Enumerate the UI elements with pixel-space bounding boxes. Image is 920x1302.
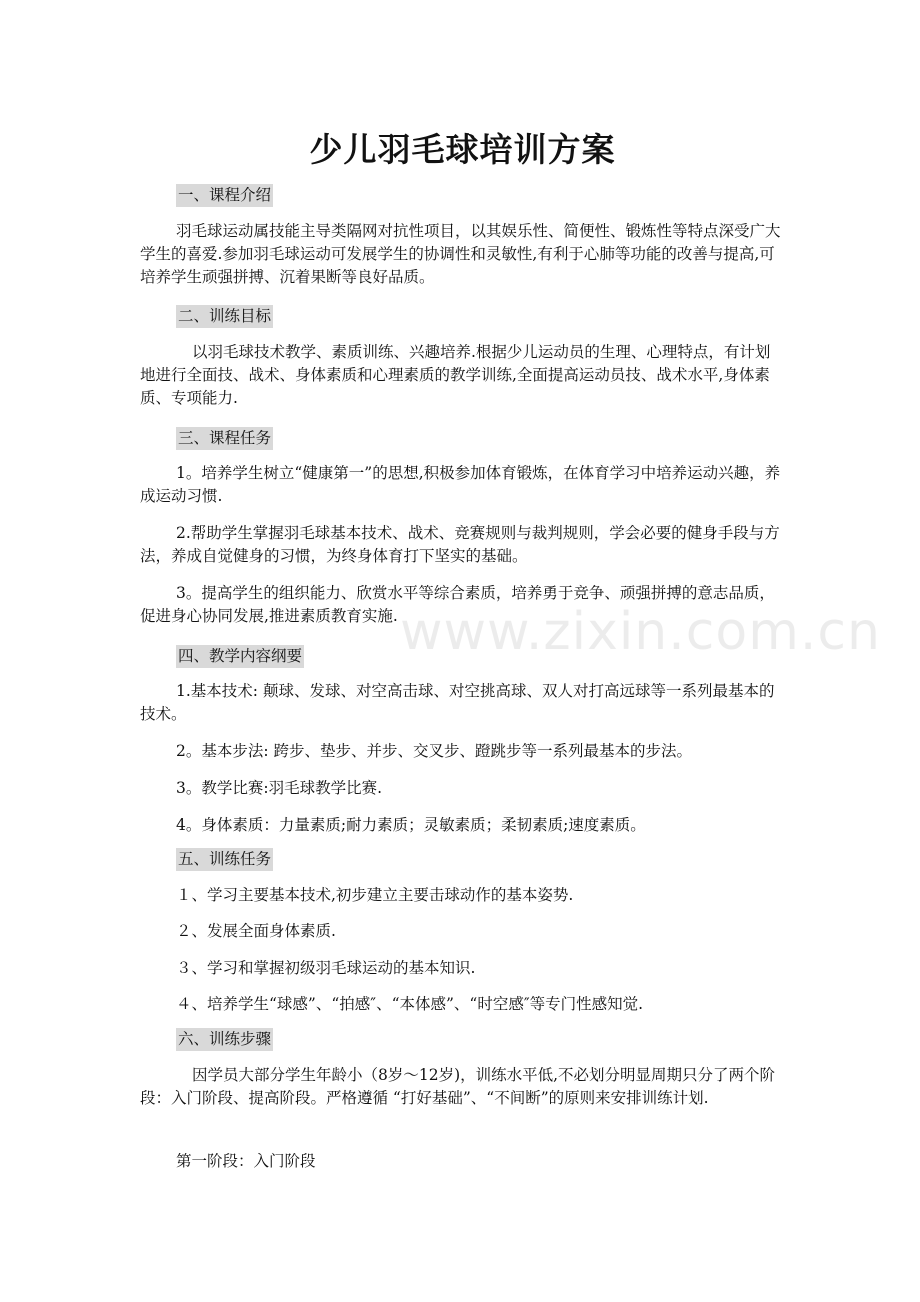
paragraph-outline-4: 4。身体素质：力量素质;耐力素质；灵敏素质；柔韧素质;速度素质。 xyxy=(176,816,646,834)
list-item-training-task-1: １、学习主要基本技术,初步建立主要击球动作的基本姿势. xyxy=(176,886,574,904)
paragraph-training-goals: 以羽毛球技术教学、素质训练、兴趣培养.根据少儿运动员的生理、心理特点，有计划地进行全面技、战术、身体素质和心理素质的教学训练,全面提高运动员技、战术水平,身体素质、专项能力. xyxy=(140,343,771,407)
section-heading-teaching-outline: 四、教学内容纲要 xyxy=(176,645,304,668)
section-heading-course-tasks: 三、课程任务 xyxy=(176,427,273,450)
section-heading-training-steps: 六、训练步骤 xyxy=(176,1028,273,1051)
paragraph-course-task-1: 1。培养学生树立“健康第一”的思想,积极参加体育锻炼，在体育学习中培养运动兴趣，养成运动习惯. xyxy=(140,464,781,505)
paragraph-course-task-3: 3。提高学生的组织能力、欣赏水平等综合素质，培养勇于竞争、顽强拼搏的意志品质，促进身心协同发展,推进素质教育实施. xyxy=(140,584,775,625)
list-item-training-task-3: ３、学习和掌握初级羽毛球运动的基本知识. xyxy=(176,959,476,977)
list-item-training-task-4: ４、培养学生“球感”、“拍感″、“本体感”、“时空感″等专门性感知觉. xyxy=(176,995,644,1013)
paragraph-stage-one: 第一阶段：入门阶段 xyxy=(176,1152,316,1170)
list-item-training-task-2: ２、发展全面身体素质. xyxy=(176,922,336,940)
section-heading-course-intro: 一、课程介绍 xyxy=(176,184,273,207)
paragraph-course-intro: 羽毛球运动属技能主导类隔网对抗性项目，以其娱乐性、简便性、锻炼性等特点深受广大学生的喜爱.参加羽毛球运动可发展学生的协调性和灵敏性,有利于心肺等功能的改善与提高,可培养学生顽强拼搏、沉着果断等良好品质。 xyxy=(140,222,781,286)
section-heading-training-goals: 二、训练目标 xyxy=(176,305,273,328)
paragraph-outline-2: 2。基本步法: 跨步、垫步、并步、交叉步、蹬跳步等一系列最基本的步法。 xyxy=(176,742,693,760)
paragraph-outline-1: 1.基本技术: 颠球、发球、对空高击球、对空挑高球、双人对打高远球等一系列最基本的技术。 xyxy=(140,682,775,723)
watermark: www.zixin.com.cn xyxy=(400,602,881,662)
section-heading-training-tasks: 五、训练任务 xyxy=(176,848,273,871)
document-title: 少儿羽毛球培训方案 xyxy=(309,130,616,169)
paragraph-outline-3: 3。教学比赛:羽毛球教学比赛. xyxy=(176,779,383,797)
paragraph-course-task-2: 2.帮助学生掌握羽毛球基本技术、战术、竞赛规则与裁判规则，学会必要的健身手段与方法，养成自觉健身的习惯，为终身体育打下坚实的基础。 xyxy=(140,524,780,565)
paragraph-training-steps: 因学员大部分学生年龄小（8岁～12岁)，训练水平低,不必划分明显周期只分了两个阶段：入门阶段、提高阶段。严格遵循 “打好基础”、“不间断”的原则来安排训练计划. xyxy=(140,1066,776,1107)
